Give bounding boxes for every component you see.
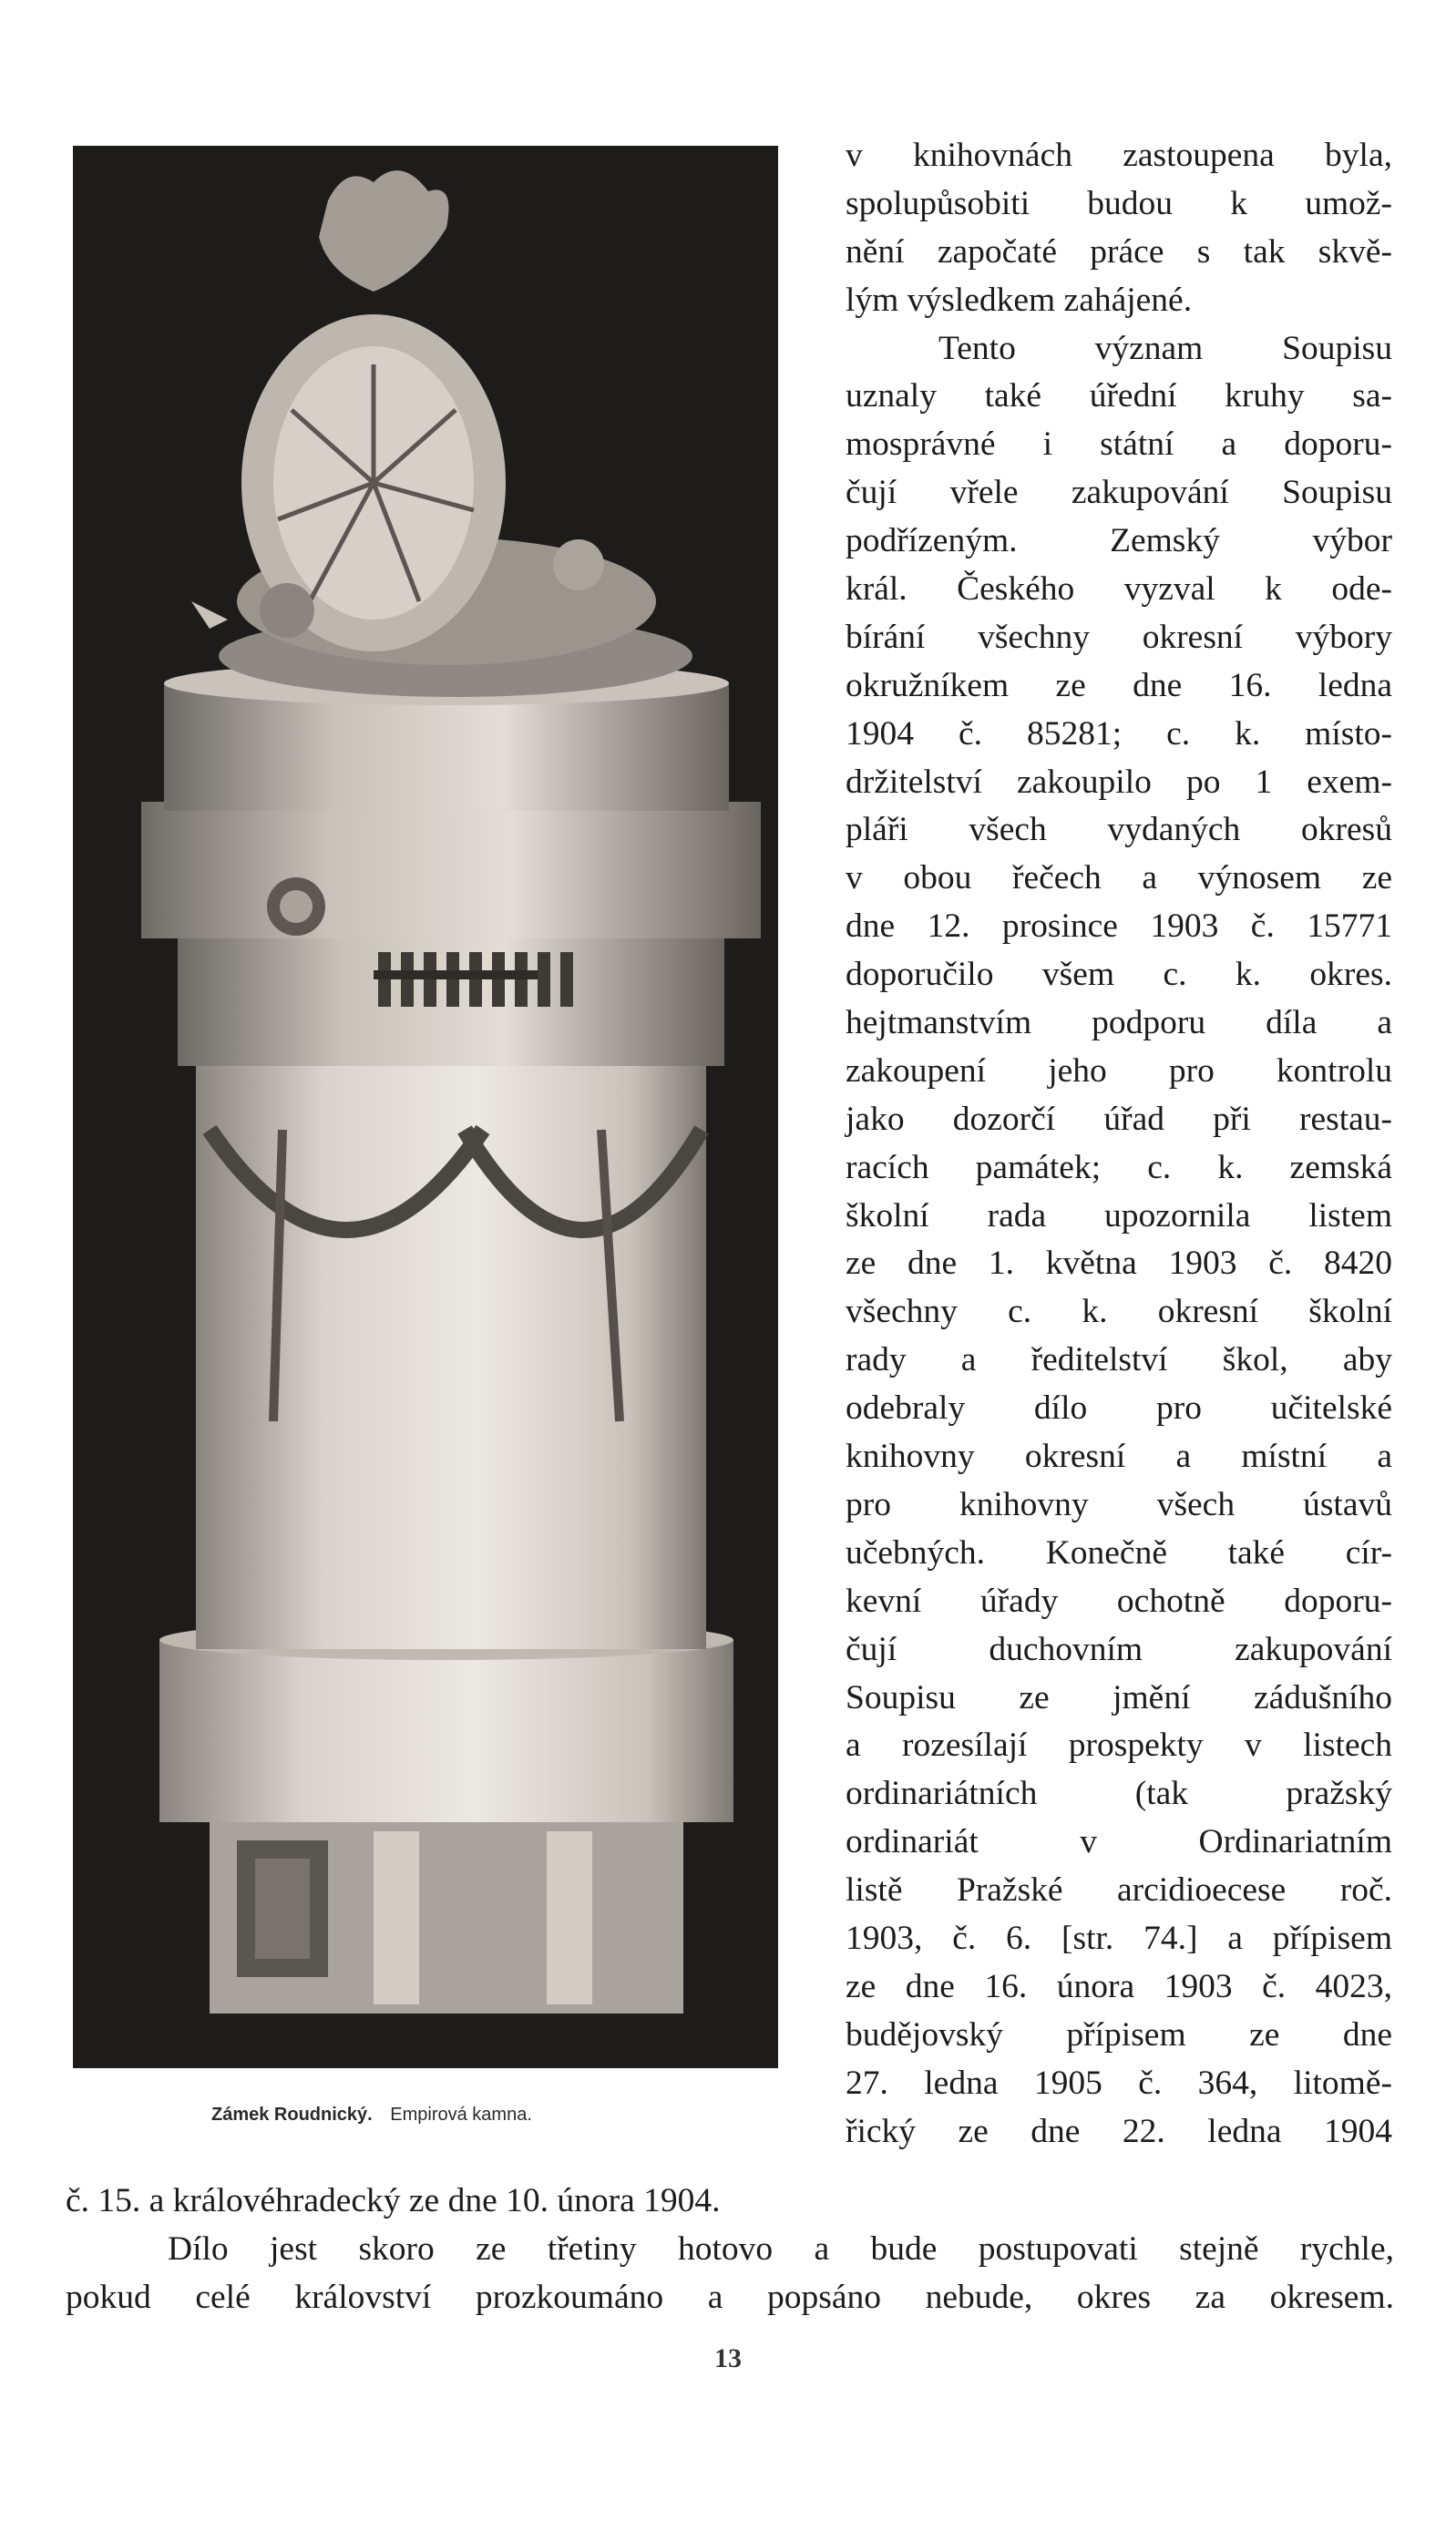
column-line: pro knihovny všech ústavů: [846, 1485, 1392, 1523]
column-line: rady a ředitelství škol, aby: [846, 1341, 1392, 1379]
full-line: pokud celé království prozkoumáno a popsáno nebude, okres za okresem.: [66, 2278, 1394, 2316]
column-line: hejtmanstvím podporu díla a: [846, 1004, 1392, 1042]
column-line: racích památek; c. k. zemská: [846, 1148, 1392, 1186]
column-line: pláři všech vydaných okresů: [846, 811, 1392, 849]
full-width-text: [66, 2178, 1394, 2322]
column-line: Soupisu ze jmění zádušního: [846, 1678, 1392, 1717]
column-line: nění započaté práce s tak skvě-: [846, 232, 1392, 271]
right-text-column: [846, 132, 1392, 2156]
column-line: ze dne 1. května 1903 č. 8420: [846, 1245, 1392, 1283]
column-line: řický ze dne 22. ledna 1904: [846, 2112, 1392, 2150]
column-line: ordinariát v Ordinariatním: [846, 1823, 1392, 1861]
column-line: budějovský přípisem ze dne: [846, 2015, 1392, 2054]
column-line: bírání všechny okresní výbory: [846, 618, 1392, 656]
column-line: král. Českého vyzval k ode-: [846, 570, 1392, 609]
column-line: v knihovnách zastoupena byla,: [846, 137, 1392, 174]
stove-illustration: [73, 146, 778, 2068]
stove-photograph: [73, 146, 778, 2068]
column-line: školní rada upozornila listem: [846, 1196, 1392, 1235]
column-line: knihovny okresní a místní a: [846, 1438, 1392, 1476]
full-line: č. 15. a královéhradecký ze dne 10. února 1904.: [66, 2182, 721, 2219]
column-line: ze dne 16. února 1903 č. 4023,: [846, 1967, 1392, 2005]
column-line: podřízeným. Zemský výbor: [846, 522, 1392, 560]
full-line: Dílo jest skoro ze třetiny hotovo a bude postupovati stejně rychle,: [168, 2229, 1394, 2268]
column-line: 1903, č. 6. [str. 74.] a přípisem: [846, 1919, 1392, 1957]
column-line: listě Pražské arcidioecese roč.: [846, 1871, 1392, 1910]
column-line: zakoupení jeho pro kontrolu: [846, 1051, 1392, 1090]
column-line: držitelství zakoupilo po 1 exem-: [846, 763, 1392, 801]
caption-title: Empirová kamna.: [390, 2105, 532, 2125]
column-line: uznaly také úřední kruhy sa-: [846, 377, 1392, 415]
column-line: učebných. Konečně také cír-: [846, 1533, 1392, 1572]
column-line: jako dozorčí úřad při restau-: [846, 1100, 1392, 1138]
column-line: spolupůsobiti budou k umož-: [846, 184, 1392, 222]
column-line: kevní úřady ochotně doporu-: [846, 1582, 1392, 1620]
column-line: okružníkem ze dne 16. ledna: [846, 666, 1392, 704]
column-line: 27. ledna 1905 č. 364, litomě-: [846, 2064, 1392, 2102]
column-line: dne 12. prosince 1903 č. 15771: [846, 907, 1392, 946]
column-line: lým výsledkem zahájené.: [846, 281, 1193, 319]
column-line: v obou řečech a výnosem ze: [846, 859, 1392, 897]
page-number: 13: [714, 2343, 742, 2373]
column-line: ordinariátních (tak pražský: [846, 1775, 1392, 1813]
caption-place: Zámek Roudnický.: [211, 2105, 373, 2125]
column-line: čují duchovním zakupování: [846, 1630, 1392, 1668]
column-line: všechny c. k. okresní školní: [846, 1293, 1392, 1331]
column-line: Tento význam Soupisu: [938, 329, 1392, 367]
column-line: mosprávné i státní a doporu-: [846, 425, 1392, 464]
photo-caption: [211, 2105, 532, 2126]
column-line: čují vřele zakupování Soupisu: [846, 474, 1392, 512]
column-line: odebraly dílo pro učitelské: [846, 1389, 1392, 1428]
column-line: doporučilo všem c. k. okres.: [846, 956, 1392, 994]
column-line: 1904 č. 85281; c. k. místo-: [846, 714, 1392, 753]
column-line: a rozesílají prospekty v listech: [846, 1727, 1392, 1765]
